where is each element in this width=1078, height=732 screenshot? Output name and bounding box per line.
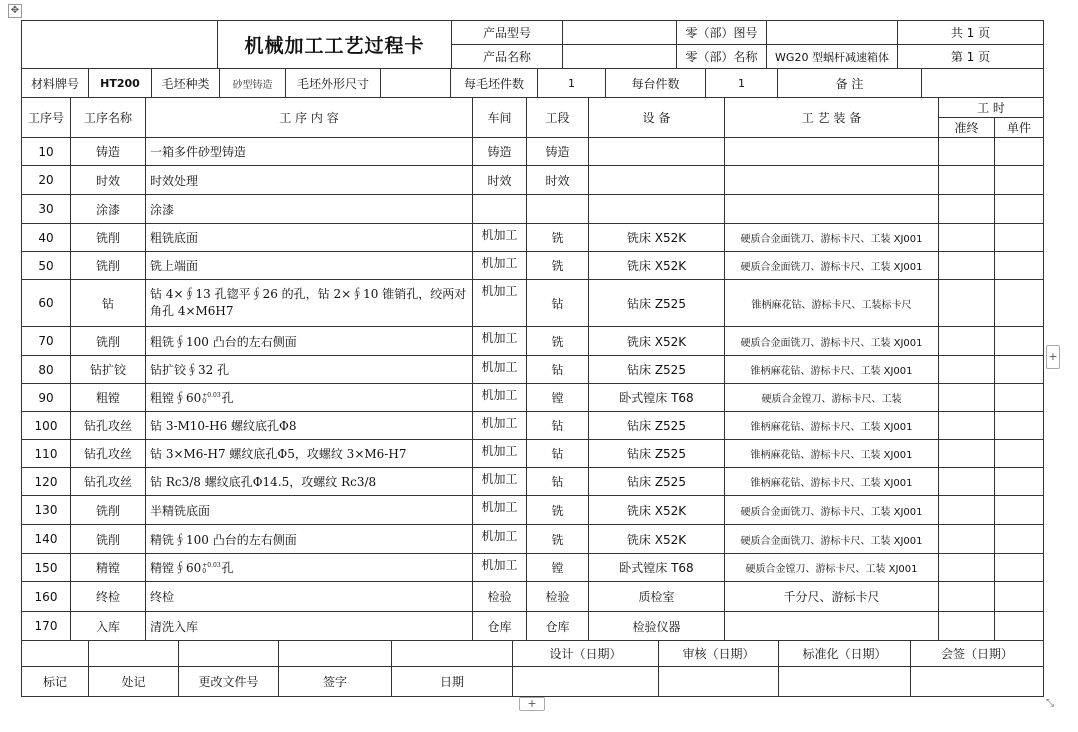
- row-name[interactable]: 铣削: [71, 525, 146, 554]
- col-header-content: 工 序 内 容: [146, 98, 473, 138]
- signoff-blank[interactable]: [22, 641, 89, 667]
- col-header-workshop: 车间: [473, 98, 527, 138]
- process-row: [22, 468, 1044, 496]
- row-unit-time[interactable]: [995, 496, 1044, 525]
- col-header-equipment: 设 备: [589, 98, 725, 138]
- row-workshop[interactable]: 机加工: [473, 525, 527, 554]
- row-prep-time[interactable]: [939, 224, 995, 252]
- row-tooling[interactable]: 锥柄麻花钻、游标卡尺、工装 XJ001: [725, 356, 939, 384]
- row-tooling[interactable]: 锥柄麻花钻、游标卡尺、工装标卡尺: [725, 280, 939, 327]
- row-unit-time[interactable]: [995, 327, 1044, 356]
- row-section[interactable]: 铣: [527, 525, 589, 554]
- row-section[interactable]: 检验: [527, 582, 589, 612]
- blank-type-label: 毛坯种类: [152, 69, 220, 98]
- part-drawing-value[interactable]: [767, 21, 898, 45]
- countersign-date-label: 会签（日期）: [911, 641, 1044, 667]
- row-name[interactable]: 粗镗: [71, 384, 146, 412]
- col-header-section: 工段: [527, 98, 589, 138]
- row-unit-time[interactable]: [995, 554, 1044, 582]
- process-row: [22, 384, 1044, 412]
- row-tooling[interactable]: 硬质合金面铣刀、游标卡尺、工装 XJ001: [725, 252, 939, 280]
- tolerance-upper: +0.03: [202, 561, 221, 569]
- row-content[interactable]: 清洗入库: [146, 612, 473, 641]
- row-workshop[interactable]: 仓库: [473, 612, 527, 641]
- row-tooling[interactable]: [725, 166, 939, 195]
- page-number: 第 1 页: [898, 45, 1044, 69]
- process-row: [22, 582, 1044, 612]
- row-seq[interactable]: 80: [22, 356, 71, 384]
- process-row: [22, 224, 1044, 252]
- part-drawing-label: 零（部）图号: [677, 21, 767, 45]
- signoff-blank[interactable]: [179, 641, 279, 667]
- standard-date-label: 标准化（日期）: [779, 641, 911, 667]
- row-prep-time[interactable]: [939, 327, 995, 356]
- row-name[interactable]: 钻孔攻丝: [71, 440, 146, 468]
- row-prep-time[interactable]: [939, 525, 995, 554]
- row-name[interactable]: 时效: [71, 166, 146, 195]
- row-section[interactable]: [527, 195, 589, 224]
- row-seq[interactable]: 150: [22, 554, 71, 582]
- tolerance: [202, 393, 220, 405]
- row-seq[interactable]: 70: [22, 327, 71, 356]
- row-workshop[interactable]: 机加工: [473, 440, 527, 468]
- row-workshop[interactable]: 机加工: [473, 412, 527, 440]
- row-section[interactable]: 钻: [527, 440, 589, 468]
- row-unit-time[interactable]: [995, 356, 1044, 384]
- process-row: [22, 496, 1044, 525]
- row-name[interactable]: 涂漆: [71, 195, 146, 224]
- row-unit-time[interactable]: [995, 224, 1044, 252]
- row-prep-time[interactable]: [939, 356, 995, 384]
- row-content[interactable]: 铣上端面: [146, 252, 473, 280]
- row-seq[interactable]: 160: [22, 582, 71, 612]
- row-equipment[interactable]: 钻床 Z525: [589, 440, 725, 468]
- row-workshop[interactable]: 时效: [473, 166, 527, 195]
- row-content[interactable]: 半精铣底面: [146, 496, 473, 525]
- blank-type-value[interactable]: 砂型铸造: [220, 69, 286, 98]
- place-label: 处记: [89, 667, 179, 697]
- row-section[interactable]: 镗: [527, 554, 589, 582]
- row-section[interactable]: 钻: [527, 412, 589, 440]
- row-section[interactable]: 仓库: [527, 612, 589, 641]
- row-unit-time[interactable]: [995, 280, 1044, 327]
- change-doc-label: 更改文件号: [179, 667, 279, 697]
- process-row: [22, 280, 1044, 327]
- row-name[interactable]: 钻孔攻丝: [71, 412, 146, 440]
- row-section[interactable]: 钻: [527, 468, 589, 496]
- row-tooling[interactable]: 硬质合金镗刀、游标卡尺、工装 XJ001: [725, 554, 939, 582]
- per-unit-label: 每台件数: [606, 69, 706, 98]
- row-unit-time[interactable]: [995, 384, 1044, 412]
- row-workshop[interactable]: 检验: [473, 582, 527, 612]
- row-content[interactable]: 涂漆: [146, 195, 473, 224]
- row-name[interactable]: 铣削: [71, 252, 146, 280]
- row-section[interactable]: 铣: [527, 496, 589, 525]
- row-prep-time[interactable]: [939, 612, 995, 641]
- col-header-unit: 单件: [995, 118, 1044, 138]
- row-section[interactable]: 铣: [527, 224, 589, 252]
- table-move-handle-icon[interactable]: ✥: [8, 4, 22, 18]
- blank-size-value[interactable]: [381, 69, 451, 98]
- row-section[interactable]: 镗: [527, 384, 589, 412]
- row-seq[interactable]: 50: [22, 252, 71, 280]
- row-seq[interactable]: 10: [22, 138, 71, 166]
- row-unit-time[interactable]: [995, 412, 1044, 440]
- material-row: [21, 68, 1044, 98]
- row-prep-time[interactable]: [939, 166, 995, 195]
- tolerance: [202, 563, 220, 575]
- row-equipment[interactable]: 钻床 Z525: [589, 280, 725, 327]
- row-name[interactable]: 终检: [71, 582, 146, 612]
- row-unit-time[interactable]: [995, 525, 1044, 554]
- blank-size-label: 毛坯外形尺寸: [286, 69, 381, 98]
- row-section[interactable]: 钻: [527, 280, 589, 327]
- row-content[interactable]: [146, 554, 473, 582]
- row-equipment[interactable]: [589, 138, 725, 166]
- process-row: [22, 138, 1044, 166]
- process-row: [22, 252, 1044, 280]
- row-content[interactable]: 钻 3-M10-H6 螺纹底孔Φ8: [146, 412, 473, 440]
- row-tooling[interactable]: 锥柄麻花钻、游标卡尺、工装 XJ001: [725, 440, 939, 468]
- row-unit-time[interactable]: [995, 166, 1044, 195]
- row-name[interactable]: 铣削: [71, 327, 146, 356]
- row-tooling[interactable]: 千分尺、游标卡尺: [725, 582, 939, 612]
- row-workshop[interactable]: 机加工: [473, 252, 527, 280]
- row-equipment[interactable]: 检验仪器: [589, 612, 725, 641]
- row-content[interactable]: 时效处理: [146, 166, 473, 195]
- standard-date-value[interactable]: [779, 667, 911, 697]
- part-name-value[interactable]: WG20 型蜗杆减速箱体: [767, 45, 898, 69]
- row-seq[interactable]: 20: [22, 166, 71, 195]
- row-workshop[interactable]: 机加工: [473, 384, 527, 412]
- process-row: [22, 327, 1044, 356]
- add-column-button[interactable]: +: [1046, 345, 1060, 369]
- signoff-blank[interactable]: [279, 641, 392, 667]
- countersign-date-value[interactable]: [911, 667, 1044, 697]
- signoff-blank[interactable]: [89, 641, 179, 667]
- product-model-label: 产品型号: [452, 21, 563, 45]
- row-tooling[interactable]: 锥柄麻花钻、游标卡尺、工装 XJ001: [725, 468, 939, 496]
- row-name[interactable]: 铣削: [71, 224, 146, 252]
- row-name[interactable]: 铸造: [71, 138, 146, 166]
- per-blank-value[interactable]: 1: [538, 69, 606, 98]
- row-content[interactable]: 钻 3×M6-H7 螺纹底孔Φ5，攻螺纹 3×M6-H7: [146, 440, 473, 468]
- row-prep-time[interactable]: [939, 280, 995, 327]
- row-section[interactable]: 钻: [527, 356, 589, 384]
- row-name[interactable]: 精镗: [71, 554, 146, 582]
- material-label: 材料牌号: [22, 69, 89, 98]
- row-equipment[interactable]: 卧式镗床 T68: [589, 554, 725, 582]
- row-content[interactable]: 钻扩铰∮32 孔: [146, 356, 473, 384]
- per-blank-label: 每毛坯件数: [451, 69, 538, 98]
- material-value[interactable]: HT200: [89, 69, 152, 98]
- row-tooling[interactable]: 硬质合金镗刀、游标卡尺、工装: [725, 384, 939, 412]
- row-name[interactable]: 入库: [71, 612, 146, 641]
- row-seq[interactable]: 140: [22, 525, 71, 554]
- process-row: [22, 166, 1044, 195]
- row-content-suffix: 孔: [221, 561, 234, 575]
- row-equipment[interactable]: 铣床 X52K: [589, 496, 725, 525]
- row-workshop[interactable]: 铸造: [473, 138, 527, 166]
- row-workshop[interactable]: 机加工: [473, 280, 527, 327]
- row-prep-time[interactable]: [939, 384, 995, 412]
- row-workshop[interactable]: 机加工: [473, 468, 527, 496]
- tolerance-upper: +0.03: [202, 391, 221, 399]
- header-blank-cell: [22, 21, 218, 69]
- row-name[interactable]: 钻扩铰: [71, 356, 146, 384]
- row-content-suffix: 孔: [221, 391, 234, 405]
- total-pages: 共 1 页: [898, 21, 1044, 45]
- process-row: [22, 195, 1044, 224]
- product-name-label: 产品名称: [452, 45, 563, 69]
- process-row: [22, 356, 1044, 384]
- row-tooling[interactable]: 锥柄麻花钻、游标卡尺、工装 XJ001: [725, 412, 939, 440]
- row-equipment[interactable]: 钻床 Z525: [589, 356, 725, 384]
- remark-value[interactable]: [922, 69, 1044, 98]
- row-tooling[interactable]: 硬质合金面铣刀、游标卡尺、工装 XJ001: [725, 327, 939, 356]
- review-date-label: 审核（日期）: [659, 641, 779, 667]
- process-row: [22, 525, 1044, 554]
- row-prep-time[interactable]: [939, 138, 995, 166]
- row-tooling[interactable]: [725, 138, 939, 166]
- row-unit-time[interactable]: [995, 252, 1044, 280]
- mark-label: 标记: [22, 667, 89, 697]
- row-unit-time[interactable]: [995, 440, 1044, 468]
- row-equipment[interactable]: 铣床 X52K: [589, 327, 725, 356]
- row-equipment[interactable]: 钻床 Z525: [589, 468, 725, 496]
- row-seq[interactable]: 100: [22, 412, 71, 440]
- process-table: [21, 97, 1044, 641]
- row-prep-time[interactable]: [939, 440, 995, 468]
- page-title: 机械加工工艺过程卡: [218, 21, 452, 69]
- row-workshop[interactable]: 机加工: [473, 224, 527, 252]
- row-prep-time[interactable]: [939, 496, 995, 525]
- row-unit-time[interactable]: [995, 468, 1044, 496]
- row-content[interactable]: 粗铣∮100 凸台的左右侧面: [146, 327, 473, 356]
- row-tooling[interactable]: 硬质合金面铣刀、游标卡尺、工装 XJ001: [725, 525, 939, 554]
- card-header: [21, 20, 1044, 69]
- signoff-block: [21, 640, 1044, 697]
- remark-label: 备 注: [778, 69, 922, 98]
- process-row: [22, 554, 1044, 582]
- add-row-button[interactable]: +: [519, 697, 545, 711]
- row-seq[interactable]: 40: [22, 224, 71, 252]
- row-prep-time[interactable]: [939, 468, 995, 496]
- product-name-value[interactable]: [563, 45, 677, 69]
- row-unit-time[interactable]: [995, 195, 1044, 224]
- row-seq[interactable]: 110: [22, 440, 71, 468]
- row-prep-time[interactable]: [939, 252, 995, 280]
- row-tooling[interactable]: [725, 612, 939, 641]
- row-workshop[interactable]: 机加工: [473, 327, 527, 356]
- row-name[interactable]: 钻: [71, 280, 146, 327]
- tolerance-lower: 0: [202, 567, 207, 575]
- row-section[interactable]: 时效: [527, 166, 589, 195]
- process-row: [22, 440, 1044, 468]
- col-header-hours: 工 时: [939, 98, 1044, 118]
- row-unit-time[interactable]: [995, 582, 1044, 612]
- row-equipment[interactable]: 质检室: [589, 582, 725, 612]
- signoff-blank[interactable]: [392, 641, 513, 667]
- row-seq[interactable]: 90: [22, 384, 71, 412]
- row-prep-time[interactable]: [939, 412, 995, 440]
- row-content-text: 粗镗∮60: [150, 391, 202, 405]
- row-section[interactable]: 铣: [527, 252, 589, 280]
- col-header-tooling: 工 艺 装 备: [725, 98, 939, 138]
- row-content-text: 精镗∮60: [150, 561, 202, 575]
- row-content[interactable]: 精铣∮100 凸台的左右侧面: [146, 525, 473, 554]
- row-equipment[interactable]: [589, 195, 725, 224]
- part-name-label: 零（部）名称: [677, 45, 767, 69]
- row-name[interactable]: 钻孔攻丝: [71, 468, 146, 496]
- row-workshop[interactable]: 机加工: [473, 356, 527, 384]
- signature-label: 签字: [279, 667, 392, 697]
- design-date-value[interactable]: [513, 667, 659, 697]
- row-workshop[interactable]: 机加工: [473, 496, 527, 525]
- row-seq[interactable]: 30: [22, 195, 71, 224]
- col-header-prep: 准终: [939, 118, 995, 138]
- row-equipment[interactable]: [589, 166, 725, 195]
- row-equipment[interactable]: 钻床 Z525: [589, 412, 725, 440]
- row-tooling[interactable]: 硬质合金面铣刀、游标卡尺、工装 XJ001: [725, 496, 939, 525]
- row-equipment[interactable]: 铣床 X52K: [589, 252, 725, 280]
- row-workshop[interactable]: [473, 195, 527, 224]
- row-content[interactable]: 钻 Rc3/8 螺纹底孔Φ14.5，攻螺纹 Rc3/8: [146, 468, 473, 496]
- row-equipment[interactable]: 铣床 X52K: [589, 525, 725, 554]
- row-equipment[interactable]: 卧式镗床 T68: [589, 384, 725, 412]
- process-row: [22, 412, 1044, 440]
- row-prep-time[interactable]: [939, 554, 995, 582]
- tolerance-lower: 0: [202, 397, 207, 405]
- row-name[interactable]: 铣削: [71, 496, 146, 525]
- review-date-value[interactable]: [659, 667, 779, 697]
- row-unit-time[interactable]: [995, 138, 1044, 166]
- row-seq[interactable]: 130: [22, 496, 71, 525]
- row-content[interactable]: 钻 4×∮13 孔锪平∮26 的孔，钻 2×∮10 锥销孔，绞两对角孔 4×M6H7: [146, 280, 473, 327]
- row-tooling[interactable]: 硬质合金面铣刀、游标卡尺、工装 XJ001: [725, 224, 939, 252]
- row-content[interactable]: 粗铣底面: [146, 224, 473, 252]
- row-tooling[interactable]: [725, 195, 939, 224]
- col-header-seq: 工序号: [22, 98, 71, 138]
- product-model-value[interactable]: [563, 21, 677, 45]
- row-seq[interactable]: 60: [22, 280, 71, 327]
- row-unit-time[interactable]: [995, 612, 1044, 641]
- process-row: [22, 612, 1044, 641]
- row-content[interactable]: 终检: [146, 582, 473, 612]
- row-section[interactable]: 铸造: [527, 138, 589, 166]
- row-prep-time[interactable]: [939, 582, 995, 612]
- design-date-label: 设计（日期）: [513, 641, 659, 667]
- row-section[interactable]: 铣: [527, 327, 589, 356]
- table-resize-handle-icon[interactable]: ⤡: [1046, 698, 1054, 709]
- row-seq[interactable]: 120: [22, 468, 71, 496]
- row-content[interactable]: [146, 384, 473, 412]
- row-equipment[interactable]: 铣床 X52K: [589, 224, 725, 252]
- per-unit-value[interactable]: 1: [706, 69, 778, 98]
- col-header-name: 工序名称: [71, 98, 146, 138]
- date-label: 日期: [392, 667, 513, 697]
- row-content[interactable]: 一箱多件砂型铸造: [146, 138, 473, 166]
- row-prep-time[interactable]: [939, 195, 995, 224]
- row-workshop[interactable]: 机加工: [473, 554, 527, 582]
- row-seq[interactable]: 170: [22, 612, 71, 641]
